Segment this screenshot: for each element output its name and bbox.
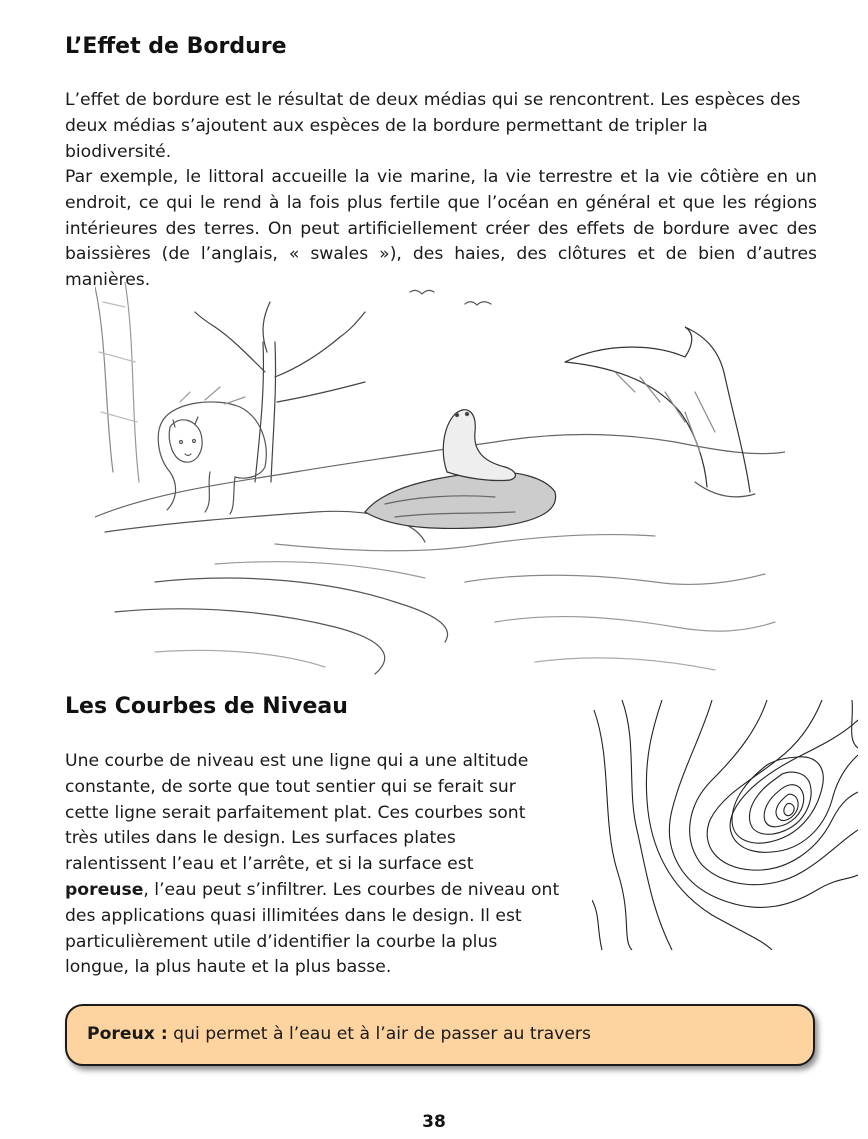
keyword-poreuse: poreuse bbox=[65, 879, 144, 900]
definition-term: Poreux : bbox=[87, 1024, 168, 1044]
shoreline-illustration bbox=[95, 282, 785, 684]
definition-text: qui permet à l’eau et à l’air de passer au travers bbox=[167, 1024, 591, 1044]
paragraph-courbes-niveau bbox=[65, 749, 560, 981]
definition-poreux bbox=[87, 1024, 591, 1044]
paragraph-text-end: , l’eau peut s’infiltrer. Les courbes de niveau ont des applications quasi illimitées dans le design. Il est particulièrement utile d’identifier la courbe la plus longue, la plus haute et la plus basse. bbox=[65, 879, 560, 978]
definition-box bbox=[65, 1004, 815, 1066]
paragraph-effet-bordure-example: Par exemple, le littoral accueille la vie marine, la vie terrestre et la vie côtière en un endroit, ce qui le rend à la fois plus fertile que l’océan en général et que les régions intérieures des terres. On peut artificiellement créer des effets de bordure avec des baissières (de l’anglais, « swales »), des haies, des clôtures et de bien d’autres manières. bbox=[65, 167, 817, 291]
page-number: 38 bbox=[422, 1112, 446, 1132]
paragraph-text-start: Une courbe de niveau est une ligne qui a une altitude constante, de sorte que tout sentier qui se ferait sur cette ligne serait parfaitement plat. Ces courbes sont très utiles dans le design. Les surfaces plates ralentissent l’eau et l’arrête, et si la surface est bbox=[65, 751, 529, 875]
contour-lines-map bbox=[592, 700, 858, 950]
whale-tail-drawing bbox=[565, 327, 755, 497]
rock-with-seal bbox=[365, 410, 556, 529]
bird-icon bbox=[465, 302, 491, 305]
bird-icon bbox=[410, 290, 434, 294]
bear-drawing bbox=[158, 387, 266, 514]
bare-tree bbox=[195, 302, 365, 482]
seal-drawing bbox=[443, 410, 515, 481]
paragraph-effet-bordure-definition: L’effet de bordure est le résultat de deux médias qui se rencontrent. Les espèces des deux médias s’ajoutent aux espèces de la bordure permettant de tripler la biodiversité. bbox=[65, 90, 801, 162]
section-title-courbes-niveau: Les Courbes de Niveau bbox=[65, 694, 348, 719]
section-title-effet-bordure: L’Effet de Bordure bbox=[65, 34, 287, 59]
